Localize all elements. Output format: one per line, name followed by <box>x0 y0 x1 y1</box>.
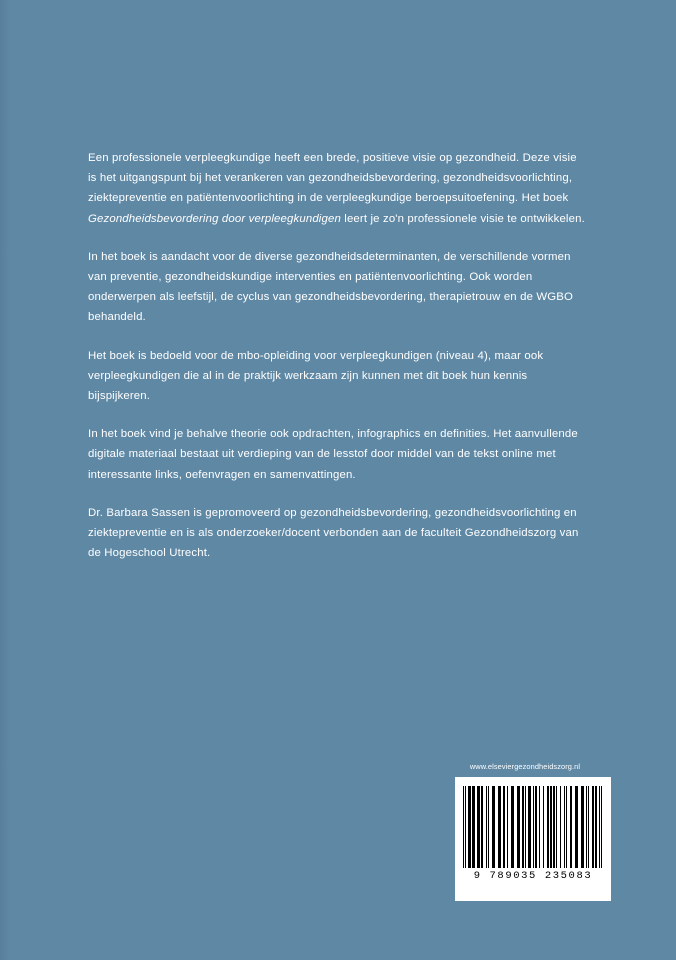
barcode-bars <box>463 786 603 868</box>
barcode-digits: 9 789035 235083 <box>473 870 593 882</box>
blurb-text: Een professionele verpleegkundige heeft een brede, positieve visie op gezondheid. Deze visie is het uitgangspunt bij het verankeren van gezondheidsbevordering, gezondheidsvoorlichting, ziektepreventie en patiëntenvoorlichting in de verpleegkundige beroepsuitoefening. Het boek <box>88 152 577 205</box>
blurb-paragraph-contents: In het boek is aandacht voor de diverse gezondheidsdeterminanten, de verschillende vormen van preventie, gezondheidskundige interventies en patiëntenvoorlichting. Ook worden onderwerpen als leefstijl, de cyclus van gezondheidsbevordering, therapietrouw en de WGBO behandeld. <box>88 250 574 324</box>
blurb-paragraph-extras: In het boek vind je behalve theorie ook opdrachten, infographics en definities. Het aanvullende digitale materiaal bestaat uit verdieping van de lesstof door middel van de tekst online met interessante links, oefenvragen en samenvattingen. <box>88 428 578 481</box>
spine-edge <box>0 0 10 960</box>
blurb-paragraph-intro <box>88 148 588 229</box>
back-cover-blurb <box>88 148 588 563</box>
publisher-website: www.elseviergezondheidszorg.nl <box>469 762 581 771</box>
barcode <box>455 777 611 901</box>
blurb-text: leert je zo'n professionele visie te ontwikkelen. <box>340 212 585 225</box>
blurb-paragraph-author-bio: Dr. Barbara Sassen is gepromoveerd op gezondheidsbevordering, gezondheidsvoorlichting en ziektepreventie en is als onderzoeker/docent verbonden aan de faculteit Gezondheidszorg van de Hogeschool Utrecht. <box>88 506 579 560</box>
book-title-italic: Gezondheidsbevordering door verpleegkundigen <box>88 212 341 225</box>
blurb-paragraph-audience: Het boek is bedoeld voor de mbo-opleiding voor verpleegkundigen (niveau 4), maar ook verpleegkundigen die al in de praktijk werkzaam zijn kunnen met dit boek hun kennis bijspijkeren. <box>88 349 544 403</box>
